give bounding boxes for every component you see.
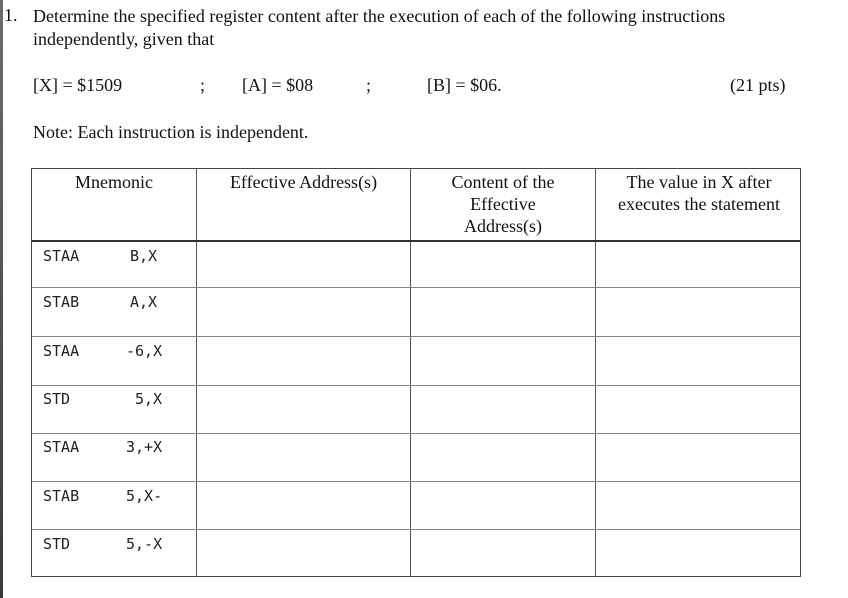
row-3-op: STAA bbox=[43, 342, 80, 360]
row-5-arg: 3,+X bbox=[126, 438, 163, 456]
points-label: (21 pts) bbox=[730, 75, 786, 95]
given-a: [A] = $08 bbox=[242, 75, 314, 95]
header-content-effective-address: Content of the Effective Address(s) bbox=[451, 172, 555, 236]
instruction-table bbox=[31, 168, 801, 577]
row-7-op: STD bbox=[43, 535, 71, 553]
row-separator bbox=[32, 433, 800, 434]
row-3-arg: -6,X bbox=[126, 342, 163, 360]
row-2-op: STAB bbox=[43, 293, 80, 311]
header-separator bbox=[32, 240, 800, 242]
question-text: Determine the specified register content after the execution of each of the following instructions independently, given that bbox=[33, 6, 726, 49]
given-b: [B] = $06. bbox=[427, 75, 502, 95]
row-separator bbox=[32, 287, 800, 288]
given-separator-2: ; bbox=[366, 75, 372, 95]
column-divider bbox=[410, 169, 411, 576]
column-divider bbox=[196, 169, 197, 576]
header-mnemonic: Mnemonic bbox=[75, 172, 153, 192]
row-separator bbox=[32, 529, 800, 530]
note-text: Note: Each instruction is independent. bbox=[33, 122, 309, 142]
row-4-op: STD bbox=[43, 390, 71, 408]
row-5-op: STAA bbox=[43, 438, 80, 456]
header-effective-address: Effective Address(s) bbox=[229, 172, 378, 192]
row-separator bbox=[32, 336, 800, 337]
row-separator bbox=[32, 481, 800, 482]
row-4-arg: 5,X bbox=[135, 390, 163, 408]
row-6-arg: 5,X- bbox=[126, 487, 163, 505]
row-separator bbox=[32, 385, 800, 386]
header-x-value: The value in X after executes the statement bbox=[618, 172, 780, 214]
given-separator-1: ; bbox=[200, 75, 206, 95]
question-number: 1. bbox=[4, 5, 18, 25]
row-2-arg: A,X bbox=[130, 293, 158, 311]
given-x: [X] = $1509 bbox=[33, 75, 123, 95]
row-7-arg: 5,-X bbox=[126, 535, 163, 553]
column-divider bbox=[595, 169, 596, 576]
row-1-op: STAA bbox=[43, 247, 80, 265]
page-left-edge bbox=[0, 0, 3, 598]
row-6-op: STAB bbox=[43, 487, 80, 505]
row-1-arg: B,X bbox=[130, 247, 158, 265]
